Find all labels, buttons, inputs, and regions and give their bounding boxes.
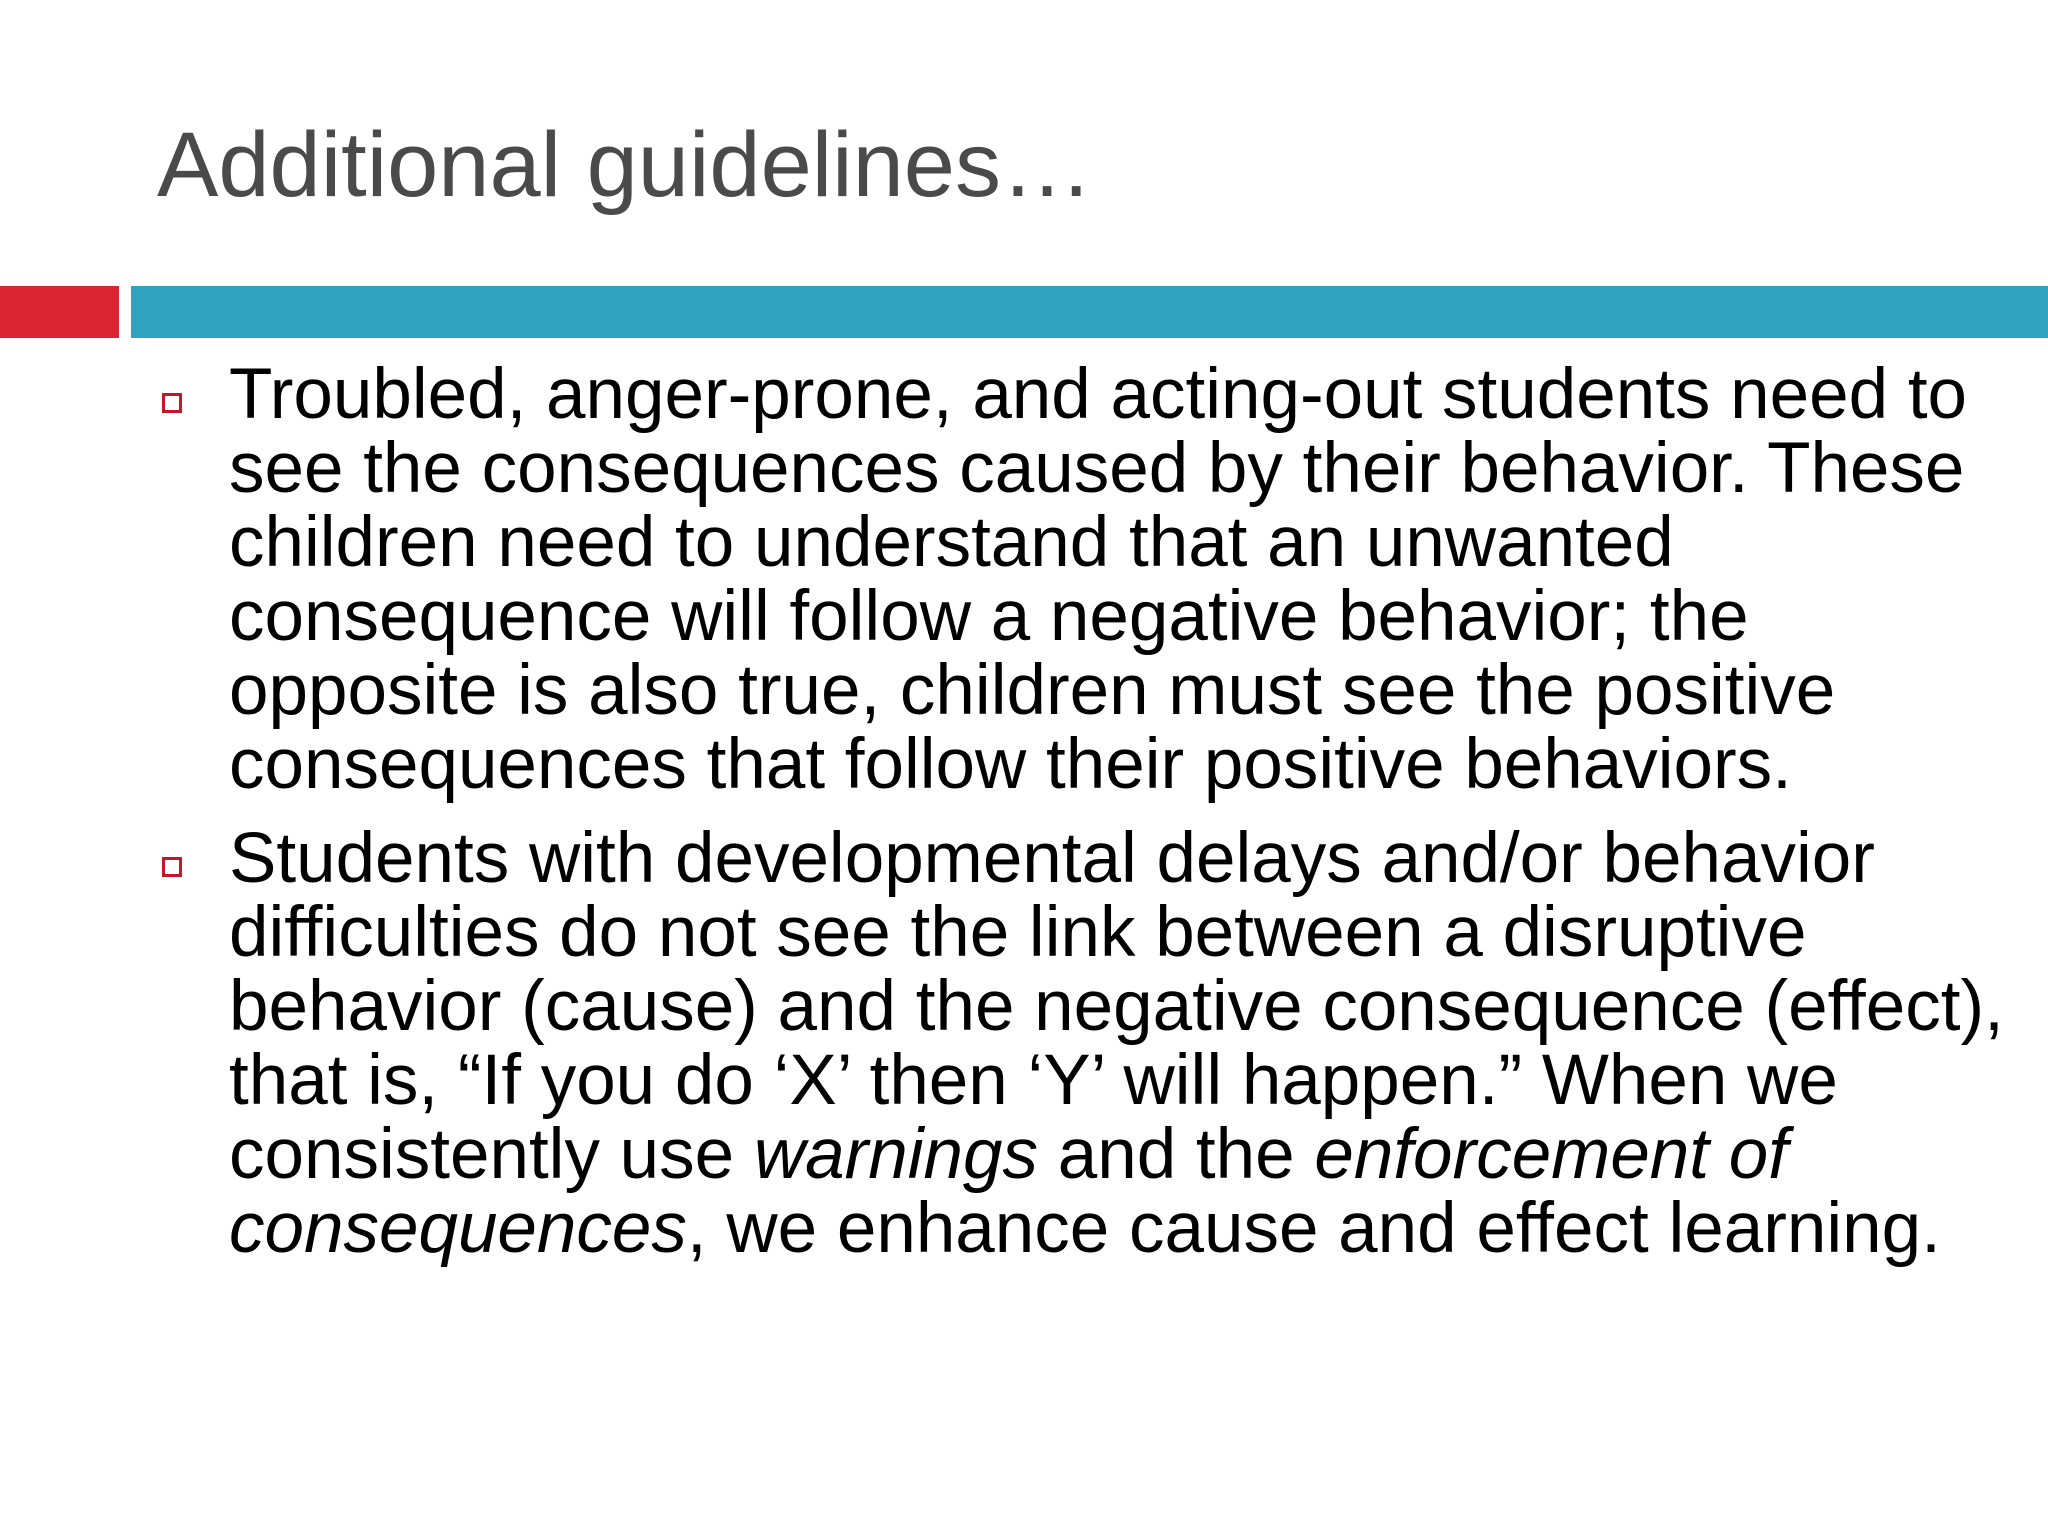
bullet-text: [229, 819, 2009, 1268]
bullet-text: Troubled, anger-prone, and acting-out students need to see the consequences caused by their behavior. These children need to understand that an unwanted consequence will follow a negative behavior; the opposite is also true, children must see the positive consequences that follow their positive behaviors.: [229, 355, 1968, 804]
title-accent-teal-bar: [131, 286, 2048, 338]
bullet-text-segment: , we enhance cause and effect learning.: [686, 1189, 1941, 1268]
slide-title: Additional guidelines…: [157, 114, 1093, 216]
bullet-text-segment: and the: [1038, 1115, 1315, 1194]
bullet-text-segment: Students with developmental delays and/or behavior difficulties do not see the link between a disruptive behavior (cause) and the negative consequence (effect), that is, “If you do ‘X’ then ‘Y’ will happen.” When we consistently use: [229, 819, 2004, 1194]
bullet-item: [0, 819, 2009, 1268]
square-bullet-icon: [162, 393, 182, 413]
bullet-text-emphasis: warnings: [753, 1115, 1039, 1194]
bullet-text-emphasis: enforcement of consequences: [229, 1115, 1788, 1268]
bullet-item: [0, 355, 2009, 804]
bullet-list: [0, 355, 2048, 1286]
title-accent-red-bar: [0, 286, 119, 338]
square-bullet-icon: [162, 857, 182, 877]
